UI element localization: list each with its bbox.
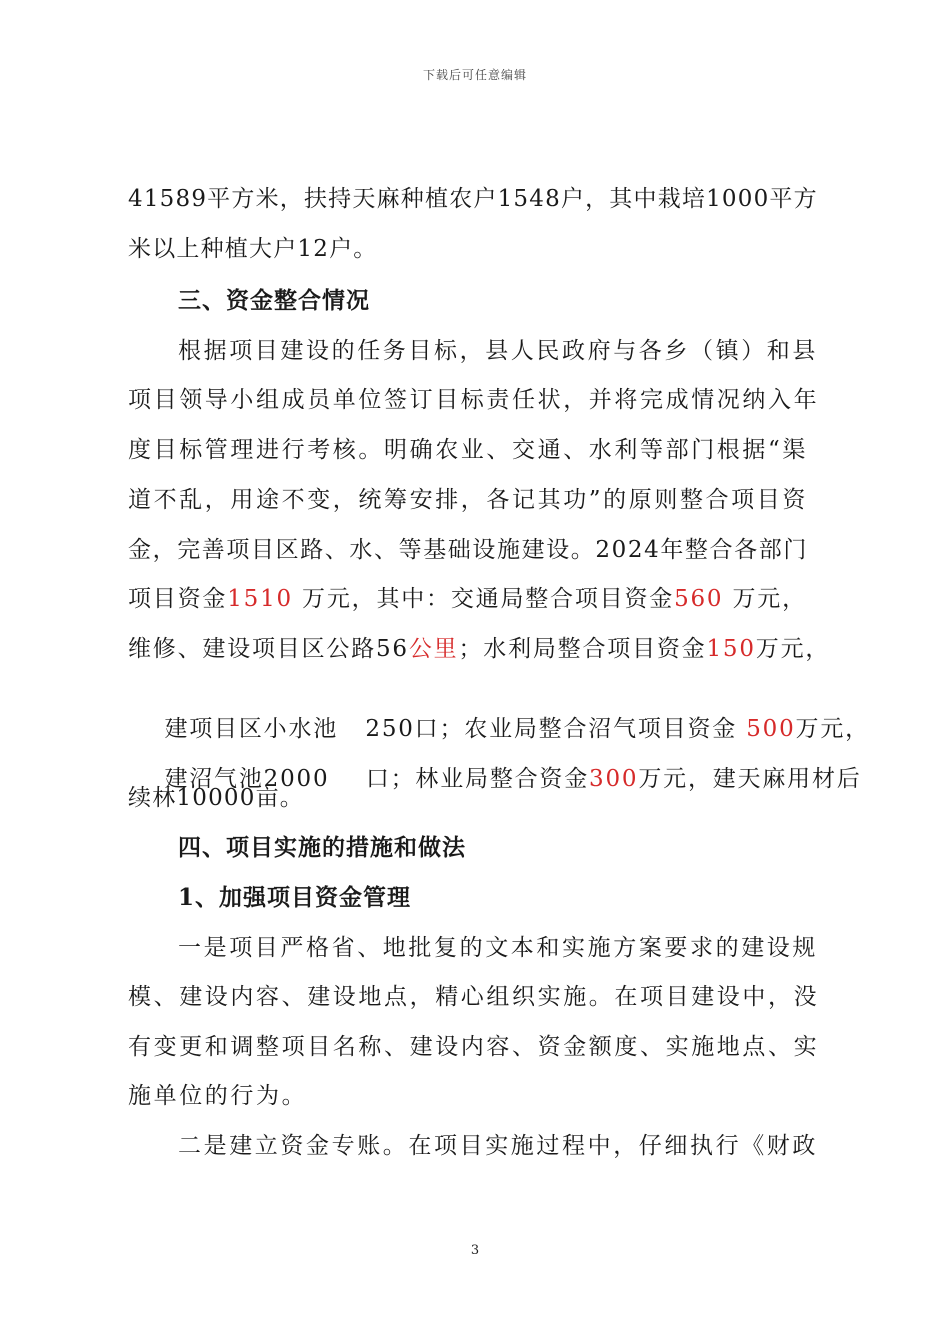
paragraph-line: 二是建立资金专账。在项目实施过程中，仔细执行《财政 — [178, 1133, 818, 1159]
subsection-heading: 1、加强项目资金管理 — [178, 884, 412, 911]
paragraph-line: 度目标管理进行考核。明确农业、交通、水利等部门根据“渠 — [128, 437, 808, 463]
page-number: 3 — [470, 1243, 480, 1258]
highlighted-amount: 500 — [746, 716, 796, 742]
paragraph-line: 续林10000亩。 — [128, 785, 304, 811]
paragraph-line: 建沼气池2000 口；林业局整合资金300万元，建天麻用材后 — [164, 766, 862, 792]
section-heading: 四、项目实施的措施和做法 — [178, 834, 466, 861]
paragraph-line: 有变更和调整项目名称、建设内容、资金额度、实施地点、实 — [128, 1034, 820, 1060]
paragraph-line: 施单位的行为。 — [128, 1083, 308, 1109]
paragraph-line: 建项目区小水池 250口；农业局整合沼气项目资金 500万元， — [164, 716, 870, 742]
paragraph-line: 模、建设内容、建设地点，精心组织实施。在项目建设中，没 — [128, 984, 820, 1010]
paragraph-line: 41589平方米，扶持天麻种植农户1548户，其中栽培1000平方 — [128, 186, 818, 212]
highlighted-amount: 300 — [589, 766, 639, 792]
paragraph-line: 道不乱，用途不变，统筹安排，各记其功”的原则整合项目资 — [128, 487, 808, 513]
highlighted-amount: 1510 — [227, 586, 293, 612]
paragraph-line: 项目领导小组成员单位签订目标责任状，并将完成情况纳入年 — [128, 387, 820, 413]
section-heading: 三、资金整合情况 — [178, 287, 370, 314]
page-header: 下载后可任意编辑 — [422, 68, 527, 82]
paragraph-line: 米以上种植大户12户。 — [128, 236, 378, 262]
paragraph-line: 根据项目建设的任务目标，县人民政府与各乡（镇）和县 — [178, 338, 818, 364]
paragraph-line: 项目资金1510 万元，其中：交通局整合项目资金560 万元， — [128, 586, 807, 612]
paragraph-line: 一是项目严格省、地批复的文本和实施方案要求的建设规 — [178, 935, 818, 961]
paragraph-line: 维修、建设项目区公路56公里；水利局整合项目资金150万元， — [128, 636, 831, 662]
highlighted-amount: 150 — [706, 636, 756, 662]
highlighted-amount: 560 — [674, 586, 724, 612]
paragraph-line: 金，完善项目区路、水、等基础设施建设。2024年整合各部门 — [128, 537, 808, 563]
highlighted-amount: 公里 — [408, 636, 459, 662]
